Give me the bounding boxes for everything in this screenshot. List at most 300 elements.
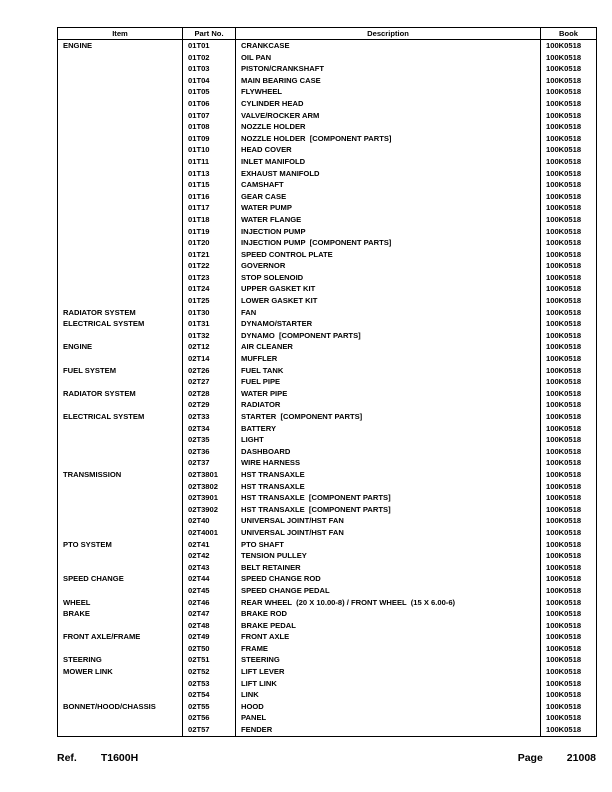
description-cell: UNIVERSAL JOINT/HST FAN (236, 515, 541, 527)
description-cell: FRAME (236, 643, 541, 655)
item-cell (58, 446, 183, 458)
table-row (58, 411, 597, 423)
description-cell: HST TRANSAXLE [COMPONENT PARTS] (236, 504, 541, 516)
item-cell (58, 98, 183, 110)
item-cell (58, 237, 183, 249)
book-cell: 100K0518 (541, 724, 597, 736)
table-row (58, 457, 597, 469)
part-no-cell: 02T48 (183, 620, 236, 632)
description-cell: HEAD COVER (236, 144, 541, 156)
table-row (58, 376, 597, 388)
item-cell: BONNET/HOOD/CHASSIS (58, 701, 183, 713)
book-cell: 100K0518 (541, 527, 597, 539)
book-cell: 100K0518 (541, 144, 597, 156)
description-cell: LIFT LEVER (236, 666, 541, 678)
book-cell: 100K0518 (541, 585, 597, 597)
description-cell: NOZZLE HOLDER [COMPONENT PARTS] (236, 133, 541, 145)
page-number-line (518, 752, 596, 764)
table-row (58, 608, 597, 620)
table-row (58, 52, 597, 64)
item-cell: BRAKE (58, 608, 183, 620)
book-cell: 100K0518 (541, 318, 597, 330)
description-cell: TENSION PULLEY (236, 550, 541, 562)
item-cell (58, 168, 183, 180)
part-no-cell: 02T40 (183, 515, 236, 527)
book-cell: 100K0518 (541, 515, 597, 527)
description-cell: REAR WHEEL (20 X 10.00-8) / FRONT WHEEL (15 X 6.00-6) (236, 597, 541, 609)
table-row (58, 121, 597, 133)
part-no-cell: 02T28 (183, 388, 236, 400)
description-cell: CRANKCASE (236, 40, 541, 52)
book-cell: 100K0518 (541, 643, 597, 655)
part-no-cell: 02T55 (183, 701, 236, 713)
book-cell: 100K0518 (541, 75, 597, 87)
item-cell: SPEED CHANGE (58, 573, 183, 585)
item-cell: PTO SYSTEM (58, 539, 183, 551)
part-no-cell: 02T42 (183, 550, 236, 562)
item-cell (58, 689, 183, 701)
book-cell: 100K0518 (541, 701, 597, 713)
part-no-cell: 02T47 (183, 608, 236, 620)
description-cell: MAIN BEARING CASE (236, 75, 541, 87)
parts-table (57, 27, 597, 737)
table-row (58, 423, 597, 435)
item-cell (58, 585, 183, 597)
part-no-cell: 02T27 (183, 376, 236, 388)
book-cell: 100K0518 (541, 446, 597, 458)
part-no-cell: 01T15 (183, 179, 236, 191)
table-row (58, 191, 597, 203)
book-cell: 100K0518 (541, 98, 597, 110)
table-row (58, 295, 597, 307)
item-cell (58, 620, 183, 632)
book-cell: 100K0518 (541, 63, 597, 75)
book-cell: 100K0518 (541, 562, 597, 574)
description-cell: DYNAMO [COMPONENT PARTS] (236, 330, 541, 342)
ref-line (57, 752, 138, 764)
item-cell (58, 191, 183, 203)
description-cell: DYNAMO/STARTER (236, 318, 541, 330)
description-cell: INJECTION PUMP (236, 226, 541, 238)
book-cell: 100K0518 (541, 237, 597, 249)
item-cell (58, 63, 183, 75)
part-no-cell: 02T56 (183, 712, 236, 724)
description-cell: BRAKE ROD (236, 608, 541, 620)
part-no-cell: 02T3802 (183, 481, 236, 493)
book-cell: 100K0518 (541, 539, 597, 551)
book-cell: 100K0518 (541, 260, 597, 272)
item-cell: ELECTRICAL SYSTEM (58, 411, 183, 423)
part-no-cell: 01T13 (183, 168, 236, 180)
item-cell: STEERING (58, 654, 183, 666)
description-cell: MUFFLER (236, 353, 541, 365)
book-cell: 100K0518 (541, 86, 597, 98)
table-row (58, 701, 597, 713)
item-cell (58, 110, 183, 122)
item-cell: ENGINE (58, 341, 183, 353)
table-row (58, 307, 597, 319)
description-cell: SPEED CONTROL PLATE (236, 249, 541, 261)
part-no-cell: 01T21 (183, 249, 236, 261)
part-no-cell: 02T3801 (183, 469, 236, 481)
table-row (58, 446, 597, 458)
item-cell (58, 226, 183, 238)
book-cell: 100K0518 (541, 179, 597, 191)
item-cell (58, 52, 183, 64)
part-no-cell: 02T35 (183, 434, 236, 446)
description-cell: BELT RETAINER (236, 562, 541, 574)
col-header-item: Item (58, 28, 183, 40)
part-no-cell: 01T07 (183, 110, 236, 122)
book-cell: 100K0518 (541, 226, 597, 238)
table-body (58, 40, 597, 737)
description-cell: PTO SHAFT (236, 539, 541, 551)
part-no-cell: 01T04 (183, 75, 236, 87)
item-cell (58, 504, 183, 516)
book-cell: 100K0518 (541, 411, 597, 423)
book-cell: 100K0518 (541, 481, 597, 493)
description-cell: RADIATOR (236, 399, 541, 411)
item-cell (58, 724, 183, 736)
book-cell: 100K0518 (541, 678, 597, 690)
item-cell (58, 214, 183, 226)
book-cell: 100K0518 (541, 631, 597, 643)
part-no-cell: 02T12 (183, 341, 236, 353)
book-cell: 100K0518 (541, 214, 597, 226)
table-row (58, 515, 597, 527)
item-cell (58, 527, 183, 539)
book-cell: 100K0518 (541, 353, 597, 365)
description-cell: HST TRANSAXLE (236, 481, 541, 493)
table-row (58, 562, 597, 574)
table-row (58, 179, 597, 191)
table-row (58, 573, 597, 585)
part-no-cell: 02T14 (183, 353, 236, 365)
part-no-cell: 01T25 (183, 295, 236, 307)
table-row (58, 585, 597, 597)
table-row (58, 620, 597, 632)
book-cell: 100K0518 (541, 272, 597, 284)
book-cell: 100K0518 (541, 504, 597, 516)
page-label: Page (517, 752, 543, 764)
item-cell (58, 481, 183, 493)
table-row (58, 504, 597, 516)
book-cell: 100K0518 (541, 654, 597, 666)
book-cell: 100K0518 (541, 388, 597, 400)
table-row (58, 666, 597, 678)
page-footer (57, 752, 596, 764)
book-cell: 100K0518 (541, 376, 597, 388)
description-cell: FENDER (236, 724, 541, 736)
table-row (58, 214, 597, 226)
item-cell (58, 144, 183, 156)
item-cell (58, 353, 183, 365)
page-number-value: 21008 (566, 752, 596, 764)
table-row (58, 399, 597, 411)
ref-value: T1600H (100, 752, 139, 764)
book-cell: 100K0518 (541, 295, 597, 307)
table-row (58, 202, 597, 214)
description-cell: HOOD (236, 701, 541, 713)
table-row (58, 527, 597, 539)
part-no-cell: 02T49 (183, 631, 236, 643)
book-cell: 100K0518 (541, 689, 597, 701)
part-no-cell: 02T53 (183, 678, 236, 690)
description-cell: WATER PUMP (236, 202, 541, 214)
part-no-cell: 01T11 (183, 156, 236, 168)
item-cell (58, 643, 183, 655)
part-no-cell: 01T17 (183, 202, 236, 214)
ref-label: Ref. (57, 752, 77, 764)
table-row (58, 654, 597, 666)
item-cell (58, 712, 183, 724)
description-cell: GOVERNOR (236, 260, 541, 272)
book-cell: 100K0518 (541, 168, 597, 180)
part-no-cell: 01T01 (183, 40, 236, 52)
part-no-cell: 02T50 (183, 643, 236, 655)
part-no-cell: 02T3902 (183, 504, 236, 516)
item-cell (58, 272, 183, 284)
description-cell: PANEL (236, 712, 541, 724)
description-cell: FUEL PIPE (236, 376, 541, 388)
part-no-cell: 01T03 (183, 63, 236, 75)
item-cell: ELECTRICAL SYSTEM (58, 318, 183, 330)
table-row (58, 237, 597, 249)
description-cell: HST TRANSAXLE [COMPONENT PARTS] (236, 492, 541, 504)
item-cell (58, 434, 183, 446)
book-cell: 100K0518 (541, 40, 597, 52)
table-row (58, 469, 597, 481)
part-no-cell: 02T57 (183, 724, 236, 736)
item-cell (58, 156, 183, 168)
part-no-cell: 02T4001 (183, 527, 236, 539)
book-cell: 100K0518 (541, 492, 597, 504)
part-no-cell: 01T31 (183, 318, 236, 330)
item-cell: FUEL SYSTEM (58, 365, 183, 377)
table-row (58, 156, 597, 168)
item-cell (58, 376, 183, 388)
item-cell (58, 492, 183, 504)
book-cell: 100K0518 (541, 469, 597, 481)
item-cell (58, 423, 183, 435)
book-cell: 100K0518 (541, 597, 597, 609)
part-no-cell: 02T37 (183, 457, 236, 469)
table-row (58, 133, 597, 145)
part-no-cell: 02T3901 (183, 492, 236, 504)
table-row (58, 550, 597, 562)
table-row (58, 110, 597, 122)
part-no-cell: 01T30 (183, 307, 236, 319)
item-cell: RADIATOR SYSTEM (58, 388, 183, 400)
item-cell (58, 86, 183, 98)
description-cell: CYLINDER HEAD (236, 98, 541, 110)
table-row (58, 678, 597, 690)
description-cell: LIFT LINK (236, 678, 541, 690)
part-no-cell: 02T45 (183, 585, 236, 597)
table-row (58, 63, 597, 75)
table-header-row (58, 28, 597, 40)
col-header-description: Description (236, 28, 541, 40)
description-cell: UNIVERSAL JOINT/HST FAN (236, 527, 541, 539)
table-row (58, 388, 597, 400)
table-row (58, 539, 597, 551)
description-cell: FAN (236, 307, 541, 319)
part-no-cell: 01T08 (183, 121, 236, 133)
description-cell: DASHBOARD (236, 446, 541, 458)
table-row (58, 40, 597, 52)
part-no-cell: 01T24 (183, 283, 236, 295)
part-no-cell: 01T22 (183, 260, 236, 272)
description-cell: LOWER GASKET KIT (236, 295, 541, 307)
part-no-cell: 02T29 (183, 399, 236, 411)
description-cell: GEAR CASE (236, 191, 541, 203)
book-cell: 100K0518 (541, 457, 597, 469)
part-no-cell: 02T54 (183, 689, 236, 701)
book-cell: 100K0518 (541, 341, 597, 353)
table-row (58, 98, 597, 110)
item-cell: FRONT AXLE/FRAME (58, 631, 183, 643)
table-row (58, 689, 597, 701)
part-no-cell: 01T20 (183, 237, 236, 249)
part-no-cell: 01T19 (183, 226, 236, 238)
part-no-cell: 02T36 (183, 446, 236, 458)
part-no-cell: 01T06 (183, 98, 236, 110)
table-row (58, 330, 597, 342)
table-row (58, 365, 597, 377)
part-no-cell: 02T43 (183, 562, 236, 574)
col-header-book: Book (541, 28, 597, 40)
book-cell: 100K0518 (541, 365, 597, 377)
part-no-cell: 01T10 (183, 144, 236, 156)
item-cell (58, 399, 183, 411)
description-cell: LIGHT (236, 434, 541, 446)
description-cell: SPEED CHANGE ROD (236, 573, 541, 585)
part-no-cell: 02T26 (183, 365, 236, 377)
description-cell: PISTON/CRANKSHAFT (236, 63, 541, 75)
book-cell: 100K0518 (541, 133, 597, 145)
book-cell: 100K0518 (541, 249, 597, 261)
part-no-cell: 02T41 (183, 539, 236, 551)
table-row (58, 226, 597, 238)
description-cell: FUEL TANK (236, 365, 541, 377)
part-no-cell: 01T16 (183, 191, 236, 203)
table-row (58, 75, 597, 87)
description-cell: INJECTION PUMP [COMPONENT PARTS] (236, 237, 541, 249)
book-cell: 100K0518 (541, 307, 597, 319)
book-cell: 100K0518 (541, 191, 597, 203)
book-cell: 100K0518 (541, 399, 597, 411)
item-cell (58, 121, 183, 133)
book-cell: 100K0518 (541, 156, 597, 168)
description-cell: STARTER [COMPONENT PARTS] (236, 411, 541, 423)
description-cell: WATER FLANGE (236, 214, 541, 226)
description-cell: HST TRANSAXLE (236, 469, 541, 481)
item-cell (58, 330, 183, 342)
book-cell: 100K0518 (541, 283, 597, 295)
item-cell (58, 550, 183, 562)
table-row (58, 724, 597, 736)
table-row (58, 712, 597, 724)
part-no-cell: 01T05 (183, 86, 236, 98)
book-cell: 100K0518 (541, 110, 597, 122)
description-cell: INLET MANIFOLD (236, 156, 541, 168)
table-row (58, 434, 597, 446)
item-cell: RADIATOR SYSTEM (58, 307, 183, 319)
table-row (58, 260, 597, 272)
item-cell (58, 75, 183, 87)
table-row (58, 492, 597, 504)
item-cell: TRANSMISSION (58, 469, 183, 481)
item-cell (58, 515, 183, 527)
table-row (58, 86, 597, 98)
table-row (58, 318, 597, 330)
item-cell (58, 457, 183, 469)
item-cell (58, 562, 183, 574)
description-cell: LINK (236, 689, 541, 701)
book-cell: 100K0518 (541, 550, 597, 562)
book-cell: 100K0518 (541, 202, 597, 214)
part-no-cell: 01T32 (183, 330, 236, 342)
table-row (58, 353, 597, 365)
table-row (58, 272, 597, 284)
description-cell: UPPER GASKET KIT (236, 283, 541, 295)
table-row (58, 597, 597, 609)
item-cell (58, 283, 183, 295)
item-cell (58, 202, 183, 214)
table-row (58, 283, 597, 295)
description-cell: BATTERY (236, 423, 541, 435)
part-no-cell: 02T52 (183, 666, 236, 678)
book-cell: 100K0518 (541, 121, 597, 133)
item-cell (58, 133, 183, 145)
part-no-cell: 02T46 (183, 597, 236, 609)
description-cell: WATER PIPE (236, 388, 541, 400)
part-no-cell: 01T09 (183, 133, 236, 145)
table-row (58, 249, 597, 261)
description-cell: BRAKE PEDAL (236, 620, 541, 632)
description-cell: EXHAUST MANIFOLD (236, 168, 541, 180)
table-row (58, 643, 597, 655)
description-cell: CAMSHAFT (236, 179, 541, 191)
part-no-cell: 02T51 (183, 654, 236, 666)
description-cell: VALVE/ROCKER ARM (236, 110, 541, 122)
book-cell: 100K0518 (541, 52, 597, 64)
table-row (58, 144, 597, 156)
table-row (58, 341, 597, 353)
description-cell: SPEED CHANGE PEDAL (236, 585, 541, 597)
description-cell: AIR CLEANER (236, 341, 541, 353)
book-cell: 100K0518 (541, 330, 597, 342)
part-no-cell: 02T34 (183, 423, 236, 435)
book-cell: 100K0518 (541, 620, 597, 632)
item-cell (58, 678, 183, 690)
description-cell: FLYWHEEL (236, 86, 541, 98)
description-cell: OIL PAN (236, 52, 541, 64)
part-no-cell: 02T44 (183, 573, 236, 585)
item-cell (58, 249, 183, 261)
table-row (58, 481, 597, 493)
description-cell: STEERING (236, 654, 541, 666)
description-cell: WIRE HARNESS (236, 457, 541, 469)
table-row (58, 631, 597, 643)
item-cell (58, 260, 183, 272)
col-header-part-no: Part No. (183, 28, 236, 40)
book-cell: 100K0518 (541, 666, 597, 678)
item-cell: WHEEL (58, 597, 183, 609)
part-no-cell: 02T33 (183, 411, 236, 423)
book-cell: 100K0518 (541, 423, 597, 435)
part-no-cell: 01T02 (183, 52, 236, 64)
